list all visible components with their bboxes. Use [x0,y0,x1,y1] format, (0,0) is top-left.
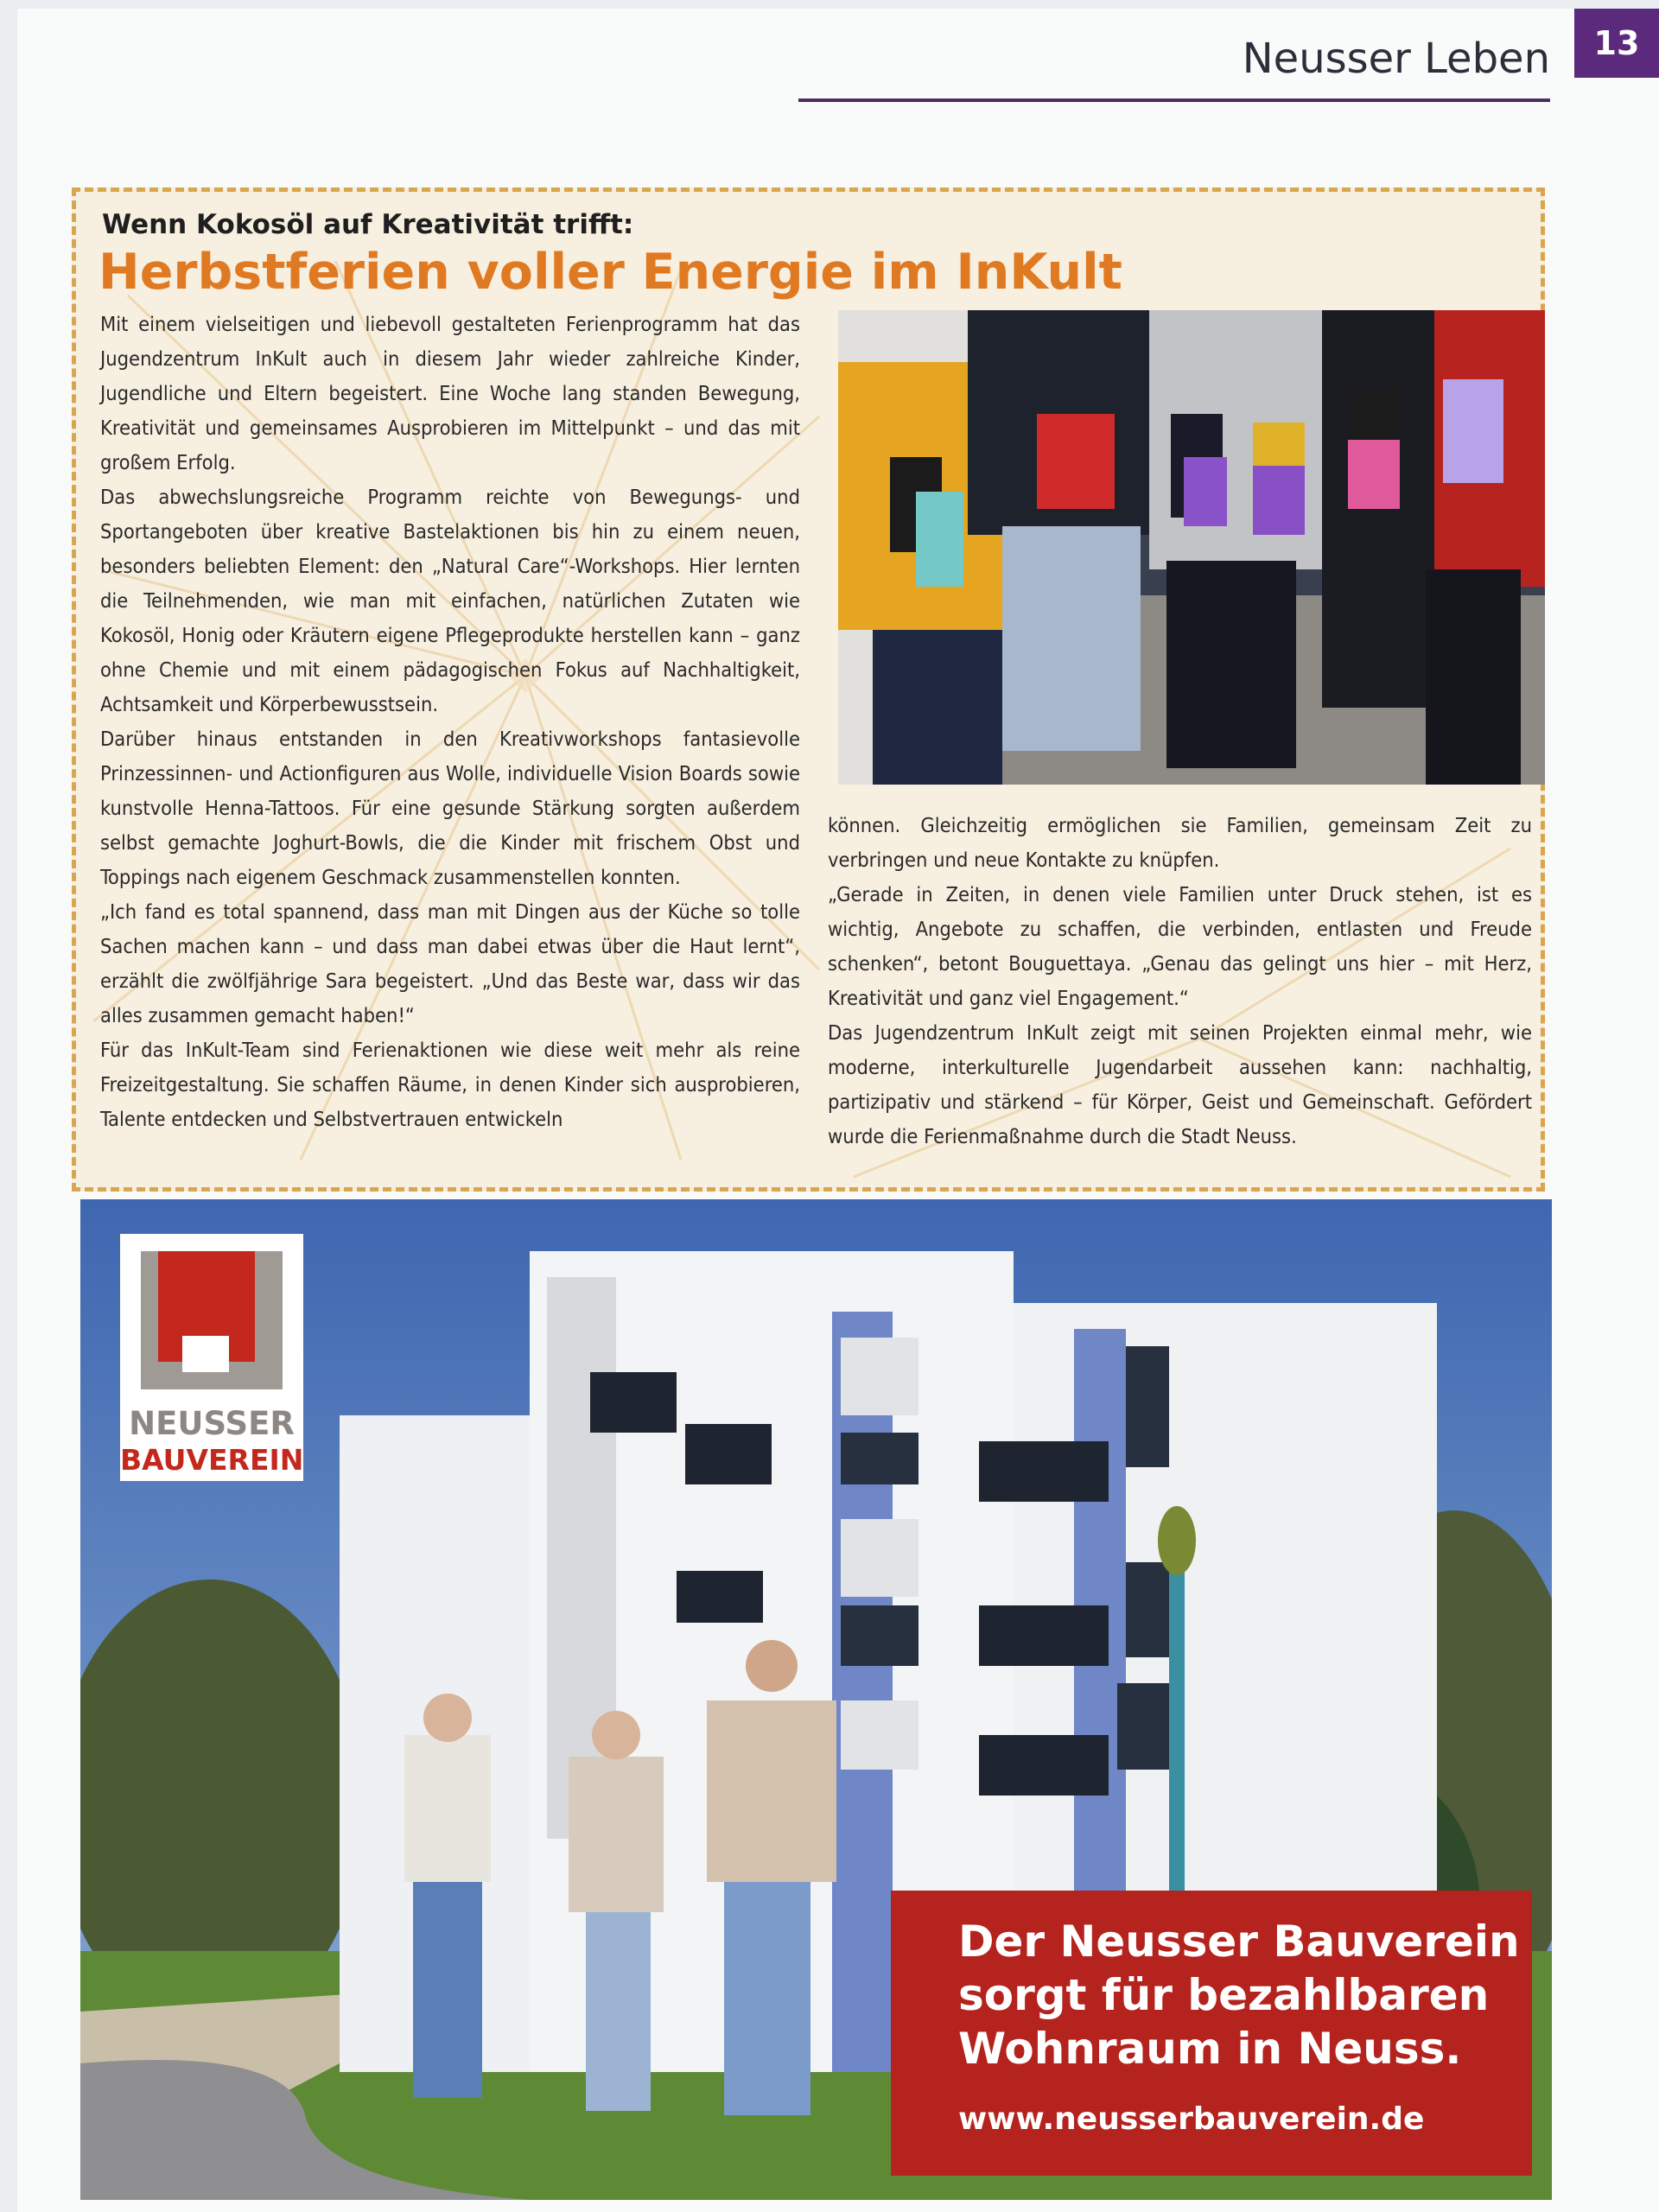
article-headline: Herbstferien voller Energie im InKult [99,244,1122,301]
ad-slogan-box [891,1891,1532,2176]
article-paragraph: „Ich fand es total spannend, dass man mit Dingen aus der Küche so tolle Sachen machen kann – und dass man dabei etwas über die Haut lernt“, erzählt die zwölfjährige Sara begeistert. „Und das Beste war, dass wir das alles zusammen gemacht haben!“ [100,899,800,1027]
photo-illustration [838,310,1545,785]
article-paragraph: Darüber hinaus entstanden in den Kreativworkshops fantasievolle Prinzessinnen- und Actionfiguren aus Wolle, individuelle Vision Boards sowie kunstvolle Henna-Tattoos. Für eine gesunde Stärkung sorgten außerdem selbst gemachte Joghurt-Bowls, die die Kinder mit frischem Obst und Toppings nach eigenem Geschmack zusammenstellen konnten. [100,727,800,889]
ad-slogan [958,1915,1520,2075]
article-paragraph: Das Jugendzentrum InKult zeigt mit seinen Projekten einmal mehr, wie moderne, interkulturelle Jugendarbeit aussehen kann: nachhaltig, partizipativ und stärkend – für Körper, Geist und Gemeinschaft. Gefördert wurde die Ferienmaßnahme durch die Stadt Neuss. [828,1020,1532,1148]
advertisement [80,1199,1552,2200]
logo-text-bauverein: BAUVEREIN [120,1443,304,1477]
article-paragraph: Mit einem vielseitigen und liebevoll gestalteten Ferienprogramm hat das Jugendzentrum InKult auch in diesem Jahr wieder zahlreiche Kinder, Jugendliche und Eltern begeistert. Eine Woche lang standen Bewegung, Kreativität und gemeinsames Ausprobieren im Mittelpunkt – und das mit großem Erfolg. [100,312,800,474]
article-box [72,188,1545,1192]
article-paragraph: Für das InKult-Team sind Ferienaktionen wie diese weit mehr als reine Freizeitgestaltung. Sie schaffen Räume, in denen Kinder sich ausprobieren, Talente entdecken und Selbstvertrauen entwickeln [100,1038,800,1131]
header-rule [798,99,1550,102]
ad-slogan-line: Der Neusser Bauverein [958,1916,1520,1967]
magazine-page [17,9,1659,2212]
article-kicker: Wenn Kokosöl auf Kreativität trifft: [102,209,634,240]
article-paragraph: können. Gleichzeitig ermöglichen sie Familien, gemeinsam Zeit zu verbringen und neue Kontakte zu knüpfen. [828,813,1532,872]
ad-slogan-line: sorgt für bezahlbaren [958,1970,1490,2020]
ad-url: www.neusserbauverein.de [958,2101,1425,2137]
article-column-right [828,808,1532,1154]
bauverein-logo [120,1234,303,1481]
article-column-left [100,307,800,1136]
article-photo-wool-figures [838,310,1545,785]
logo-text-neusser: NEUSSER [129,1405,295,1442]
article-paragraph: Das abwechslungsreiche Programm reichte von Bewegungs- und Sportangeboten über kreative Bastelaktionen bis hin zu einem neuen, besonders beliebten Element: den „Natural Care“-Workshops. Hier lernten die Teilnehmenden, wie man mit einfachen, natürlichen Zutaten wie Kokosöl, Honig oder Kräutern eigene Pflegeprodukte herstellen kann – ganz ohne Chemie und mit einem pädagogischen Fokus auf Nachhaltigkeit, Achtsamkeit und Körperbewusstsein. [100,485,800,716]
ad-slogan-line: Wohnraum in Neuss. [958,2024,1462,2074]
article-paragraph: „Gerade in Zeiten, in denen viele Familien unter Druck stehen, ist es wichtig, Angebote zu schaffen, die verbinden, entlasten und Freude schenken“, betont Bouguettaya. „Genau das gelingt uns hier – mit Herz, Kreativität und ganz viel Engagement.“ [828,882,1532,1010]
page-number: 13 [1574,9,1659,78]
section-title: Neusser Leben [1242,35,1550,83]
logo-mark-white [182,1336,229,1372]
running-header [795,9,1659,105]
